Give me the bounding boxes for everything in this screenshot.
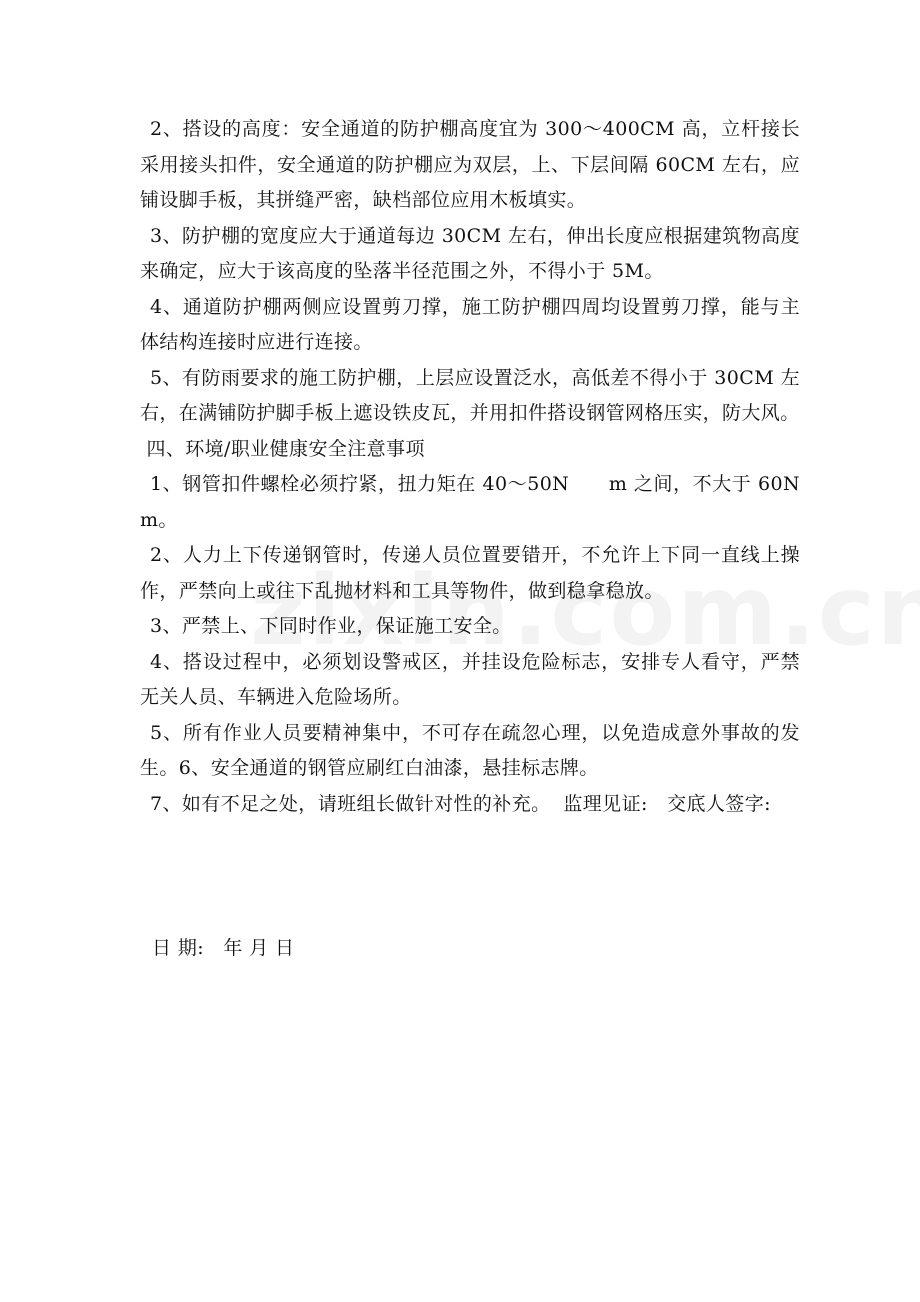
paragraph-rain-protection: 5、有防雨要求的施工防护棚，上层应设置泛水，高低差不得小于 30CM 左右，在满铺防护脚手板上遮设铁皮瓦，并用扣件搭设钢管网格压实，防大风。 (140, 366, 800, 424)
paragraph-height: 2、搭设的高度：安全通道的防护棚高度宜为 300～400CM 高，立杆接长采用接头扣件，安全通道的防护棚应为双层，上、下层间隔 60CM 左右，应铺设脚手板，其拼缝严密，缺档部位应用木板填实。 (140, 118, 800, 211)
paragraph-pipe-handling: 2、人力上下传递钢管时，传递人员位置要错开，不允许上下同一直线上操作，严禁向上或往下乱抛材料和工具等物件，做到稳拿稳放。 (140, 544, 800, 602)
paragraph-warning-zone: 4、搭设过程中，必须划设警戒区，并挂设危险标志，安排专人看守，严禁无关人员、车辆进入危险场所。 (140, 650, 800, 708)
paragraph-concentration: 5、所有作业人员要精神集中，不可存在疏忽心理，以免造成意外事故的发生。6、安全通道的钢管应刷红白油漆，悬挂标志牌。 (140, 721, 800, 779)
document-body (140, 112, 807, 822)
paragraph-supplement-signature: 7、如有不足之处，请班组长做针对性的补充。 监理见证: 交底人签字: (150, 792, 771, 815)
paragraph-width: 3、防护棚的宽度应大于通道每边 30CM 左右，伸出长度应根据建筑物高度来确定，应大于该高度的坠落半径范围之外，不得小于 5M。 (140, 224, 800, 282)
date-line: 日 期: 年 月 日 (152, 937, 295, 959)
paragraph-scissor-brace: 4、通道防护棚两侧应设置剪刀撑，施工防护棚四周均设置剪刀撑，能与主体结构连接时应进行连接。 (140, 295, 800, 353)
paragraph-no-simultaneous-work: 3、严禁上、下同时作业，保证施工安全。 (150, 615, 512, 637)
paragraph-bolt-torque: 1、钢管扣件螺栓必须拧紧，扭力矩在 40～50N m 之间，不大于 60N m。 (140, 473, 807, 531)
section-heading-environment-safety: 四、环境/职业健康安全注意事项 (140, 437, 425, 460)
